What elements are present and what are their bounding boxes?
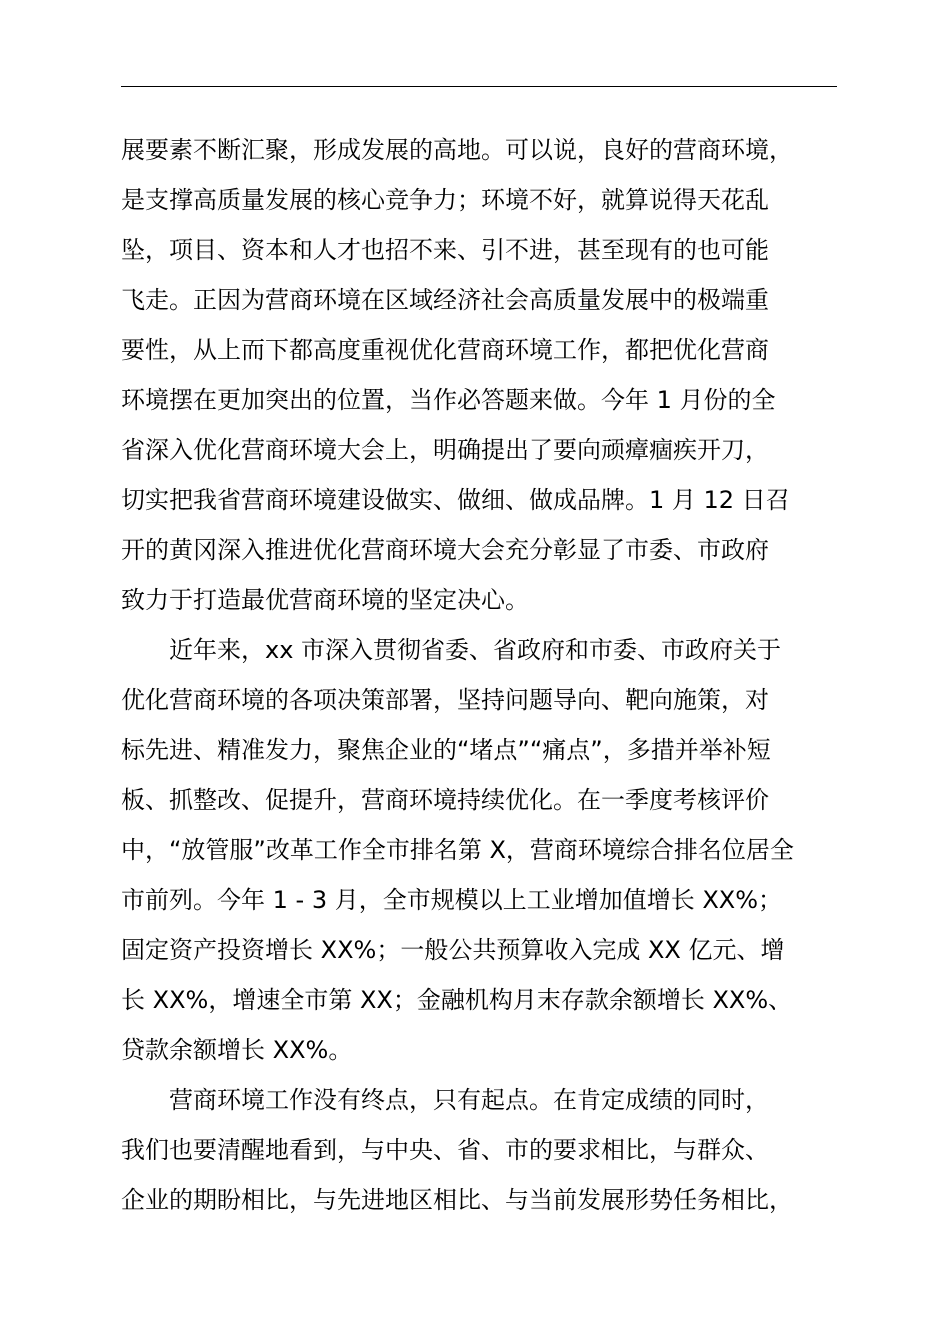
text-line: 是支撑高质量发展的核心竞争力；环境不好，就算说得天花乱: [121, 186, 769, 214]
text-line: 长 XX%，增速全市第 XX；金融机构月末存款余额增长 XX%、: [121, 986, 793, 1014]
text-line: 近年来，xx 市深入贯彻省委、省政府和市委、市政府关于: [121, 636, 782, 664]
text-line: 致力于打造最优营商环境的坚定决心。: [121, 586, 529, 614]
text-line: 环境摆在更加突出的位置，当作必答题来做。今年 1 月份的全: [121, 386, 776, 414]
text-line: 市前列。今年 1 - 3 月，全市规模以上工业增加值增长 XX%；: [121, 886, 783, 914]
text-line: 切实把我省营商环境建设做实、做细、做成品牌。1 月 12 日召: [121, 486, 790, 514]
text-line: 坠，项目、资本和人才也招不来、引不进，甚至现有的也可能: [121, 236, 769, 264]
header-rule: [121, 86, 837, 87]
body-text: [121, 125, 881, 1225]
text-line: 我们也要清醒地看到，与中央、省、市的要求相比，与群众、: [121, 1136, 769, 1164]
text-line: 营商环境工作没有终点，只有起点。在肯定成绩的同时，: [121, 1086, 769, 1114]
text-line: 省深入优化营商环境大会上，明确提出了要向顽瘴痼疾开刀，: [121, 436, 769, 464]
text-line: 要性，从上而下都高度重视优化营商环境工作，都把优化营商: [121, 336, 769, 364]
text-line: 优化营商环境的各项决策部署，坚持问题导向、靶向施策，对: [121, 686, 769, 714]
text-line: 企业的期盼相比，与先进地区相比、与当前发展形势任务相比，: [121, 1186, 793, 1214]
text-line: 开的黄冈深入推进优化营商环境大会充分彰显了市委、市政府: [121, 536, 769, 564]
text-line: 固定资产投资增长 XX%；一般公共预算收入完成 XX 亿元、增: [121, 936, 785, 964]
text-line: 飞走。正因为营商环境在区域经济社会高质量发展中的极端重: [121, 286, 769, 314]
text-line: 贷款余额增长 XX%。: [121, 1036, 353, 1064]
text-line: 展要素不断汇聚，形成发展的高地。可以说，良好的营商环境，: [121, 136, 793, 164]
text-line: 板、抓整改、促提升，营商环境持续优化。在一季度考核评价: [121, 786, 769, 814]
text-line: 中，“放管服”改革工作全市排名第 X，营商环境综合排名位居全: [121, 836, 794, 864]
text-line: 标先进、精准发力，聚焦企业的“堵点”“痛点”，多措并举补短: [121, 736, 771, 764]
